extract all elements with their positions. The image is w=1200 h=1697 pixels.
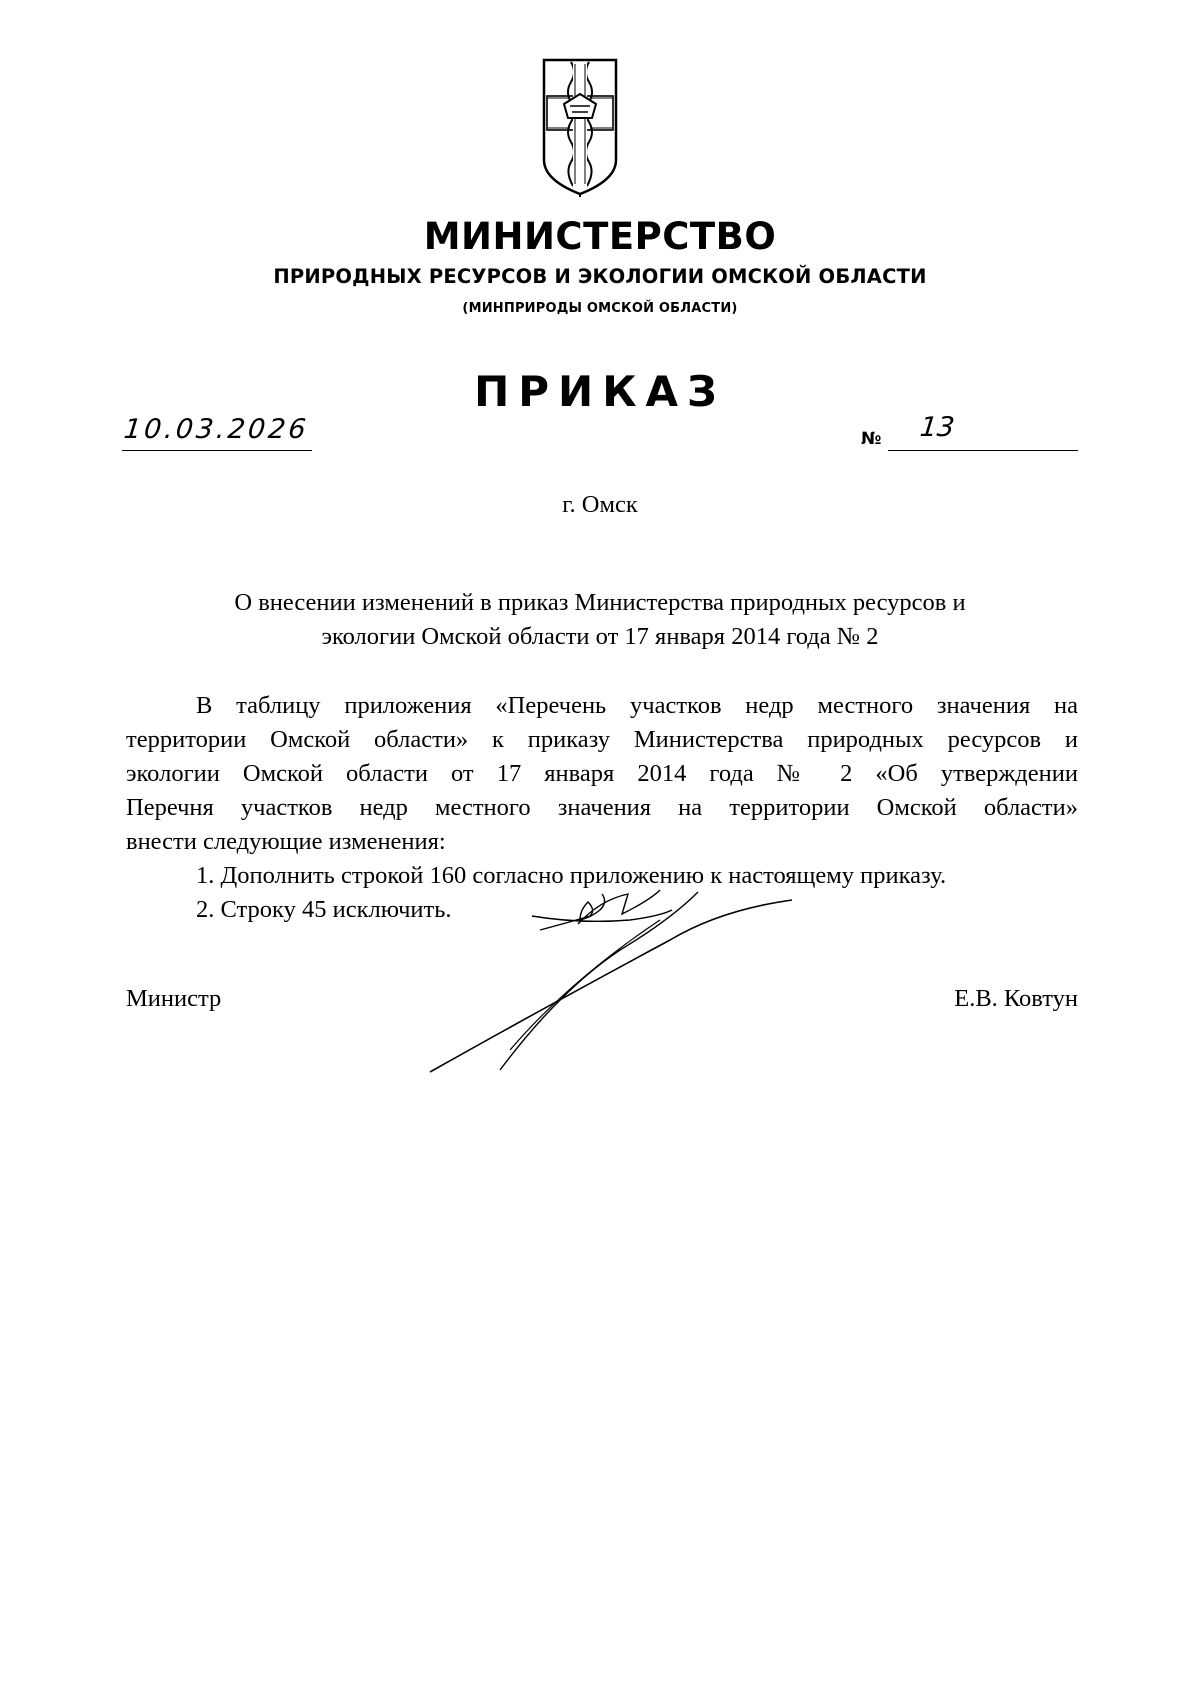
number-underline bbox=[888, 450, 1078, 451]
city: г. Омск bbox=[562, 491, 638, 518]
document-type: ПРИКАЗ bbox=[474, 367, 726, 416]
body-text-line: экологии Омской области от 17 января 2014 года № 2 «Об утверждении bbox=[126, 760, 1078, 787]
number-label: № bbox=[861, 429, 882, 449]
signer-name: Е.В. Ковтун bbox=[954, 985, 1078, 1012]
body-text-line: территории Омской области» к приказу Министерства природных ресурсов и bbox=[126, 726, 1078, 753]
signer-position: Министр bbox=[126, 985, 222, 1012]
body-text-line: Перечня участков недр местного значения на территории Омской области» bbox=[126, 794, 1078, 821]
date-underline bbox=[122, 450, 312, 451]
document-date: 10.03.2026 bbox=[122, 414, 311, 445]
ministry-title: МИНИСТЕРСТВО bbox=[423, 215, 777, 258]
document-number: 13 bbox=[918, 412, 956, 443]
ministry-subtitle: ПРИРОДНЫХ РЕСУРСОВ И ЭКОЛОГИИ ОМСКОЙ ОБЛАСТИ bbox=[273, 265, 927, 288]
handwritten-signature-icon bbox=[420, 880, 800, 1080]
body-text-line: В таблицу приложения «Перечень участков недр местного значения на bbox=[196, 692, 1078, 719]
order-title-line: О внесении изменений в приказ Министерства природных ресурсов и bbox=[234, 589, 966, 616]
list-item: 1. Дополнить строкой 160 согласно приложению к настоящему приказу. bbox=[196, 862, 947, 889]
order-title-line: экологии Омской области от 17 января 2014 года № 2 bbox=[321, 623, 879, 650]
ministry-short-name: (МИНПРИРОДЫ ОМСКОЙ ОБЛАСТИ) bbox=[462, 301, 738, 316]
list-item: 2. Строку 45 исключить. bbox=[196, 896, 452, 923]
coat-of-arms-icon bbox=[540, 56, 620, 198]
body-text-line: внести следующие изменения: bbox=[126, 828, 446, 855]
